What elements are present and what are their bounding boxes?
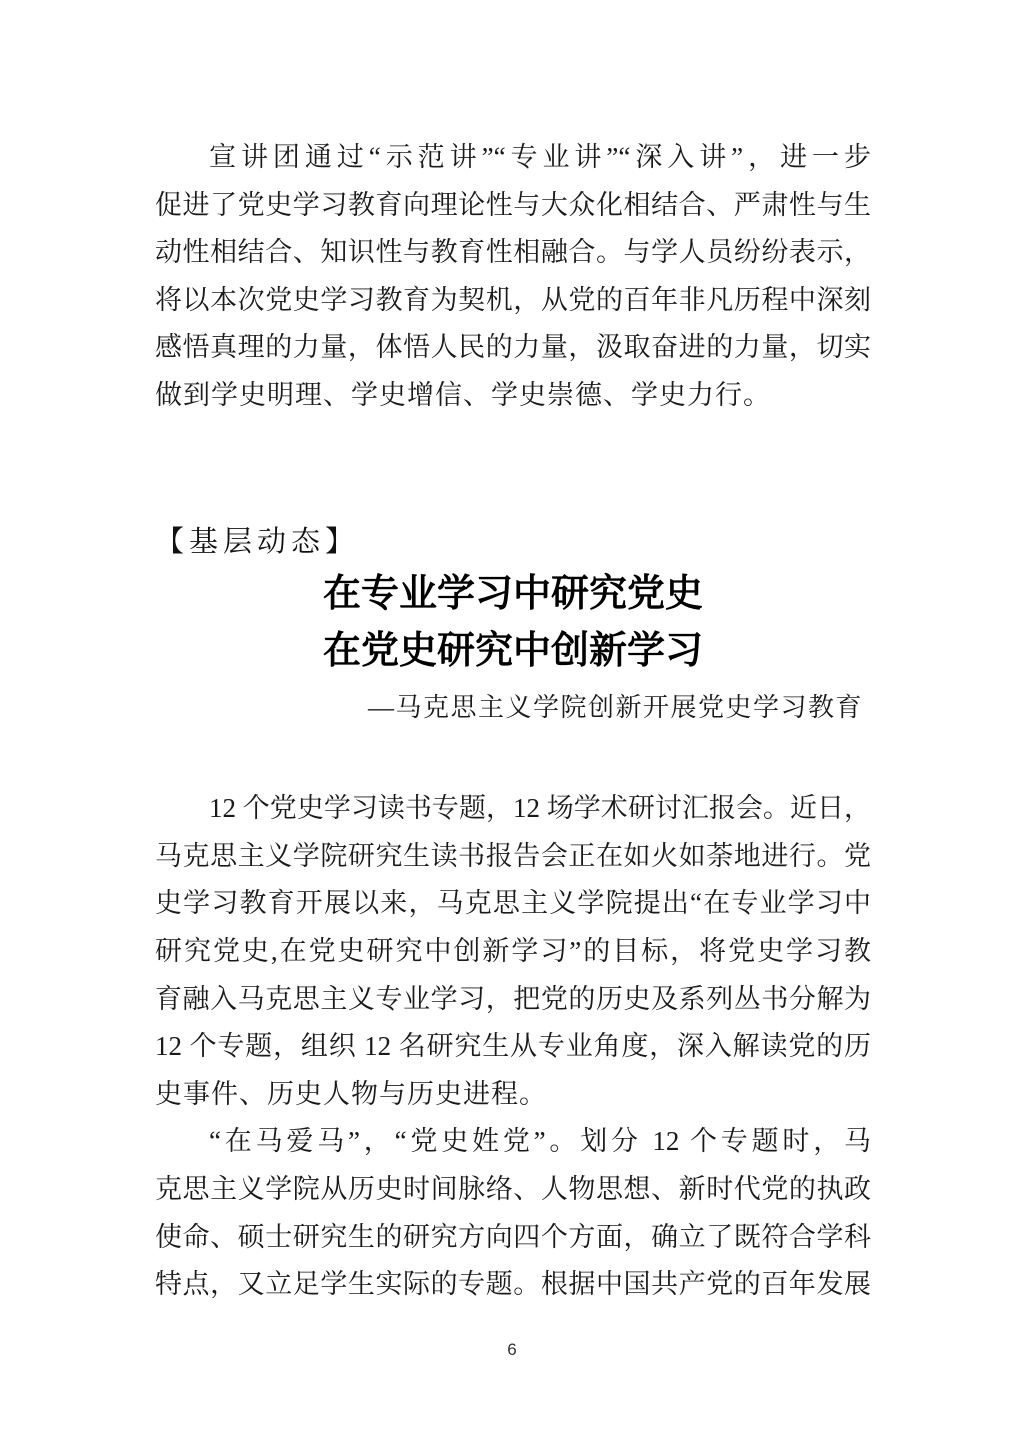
paragraph-3 [155, 1118, 871, 1308]
body-line: 育融入马克思主义专业学习，把党的历史及系列丛书分解为 [155, 983, 871, 1014]
body-line: 12 个党史学习读书专题，12 场学术研讨汇报会。近日， [209, 793, 871, 824]
body-line: 12 个专题，组织 12 名研究生从专业角度，深入解读党的历 [155, 1031, 871, 1062]
body-line: 将以本次党史学习教育为契机，从党的百年非凡历程中深刻 [155, 284, 871, 315]
article-title-line-2: 在党史研究中创新学习 [322, 630, 703, 673]
body-line: 特点，又立足学生实际的专题。根据中国共产党的百年发展 [155, 1269, 871, 1300]
article-title [155, 566, 871, 680]
body-line: 动性相结合、知识性与教育性相融合。与学人员纷纷表示， [155, 237, 871, 268]
body-line: “在马爱马”，“党史姓党”。划分 12 个专题时，马 [209, 1126, 871, 1157]
body-line: 史学习教育开展以来，马克思主义学院提出“在专业学习中 [155, 888, 871, 919]
paragraph-2 [155, 785, 871, 1118]
paragraph-1 [155, 134, 871, 420]
body-line: 感悟真理的力量，体悟人民的力量，汲取奋进的力量，切实 [155, 332, 871, 363]
body-line: 做到学史明理、学史增信、学史崇德、学史力行。 [155, 379, 771, 410]
body-line: 促进了党史学习教育向理论性与大众化相结合、严肃性与生 [155, 189, 871, 220]
body-line: 史事件、历史人物与历史进程。 [155, 1078, 547, 1109]
body-line: 研究党史,在党史研究中创新学习”的目标，将党史学习教 [155, 935, 871, 966]
section-header: 【基层动态】 [155, 525, 360, 558]
body-line: 使命、硕士研究生的研究方向四个方面，确立了既符合学科 [155, 1221, 871, 1252]
body-line: 宣讲团通过“示范讲”“专业讲”“深入讲”，进一步 [209, 142, 871, 172]
page-content [155, 134, 871, 1309]
body-line: 克思主义学院从历史时间脉络、人物思想、新时代党的执政 [155, 1173, 871, 1204]
body-line: 马克思主义学院研究生读书报告会正在如火如荼地进行。党 [155, 840, 871, 871]
article-title-line-1: 在专业学习中研究党史 [322, 573, 703, 616]
article-subtitle: —马克思主义学院创新开展党史学习教育 [367, 693, 863, 723]
page-number: 6 [507, 1340, 517, 1359]
